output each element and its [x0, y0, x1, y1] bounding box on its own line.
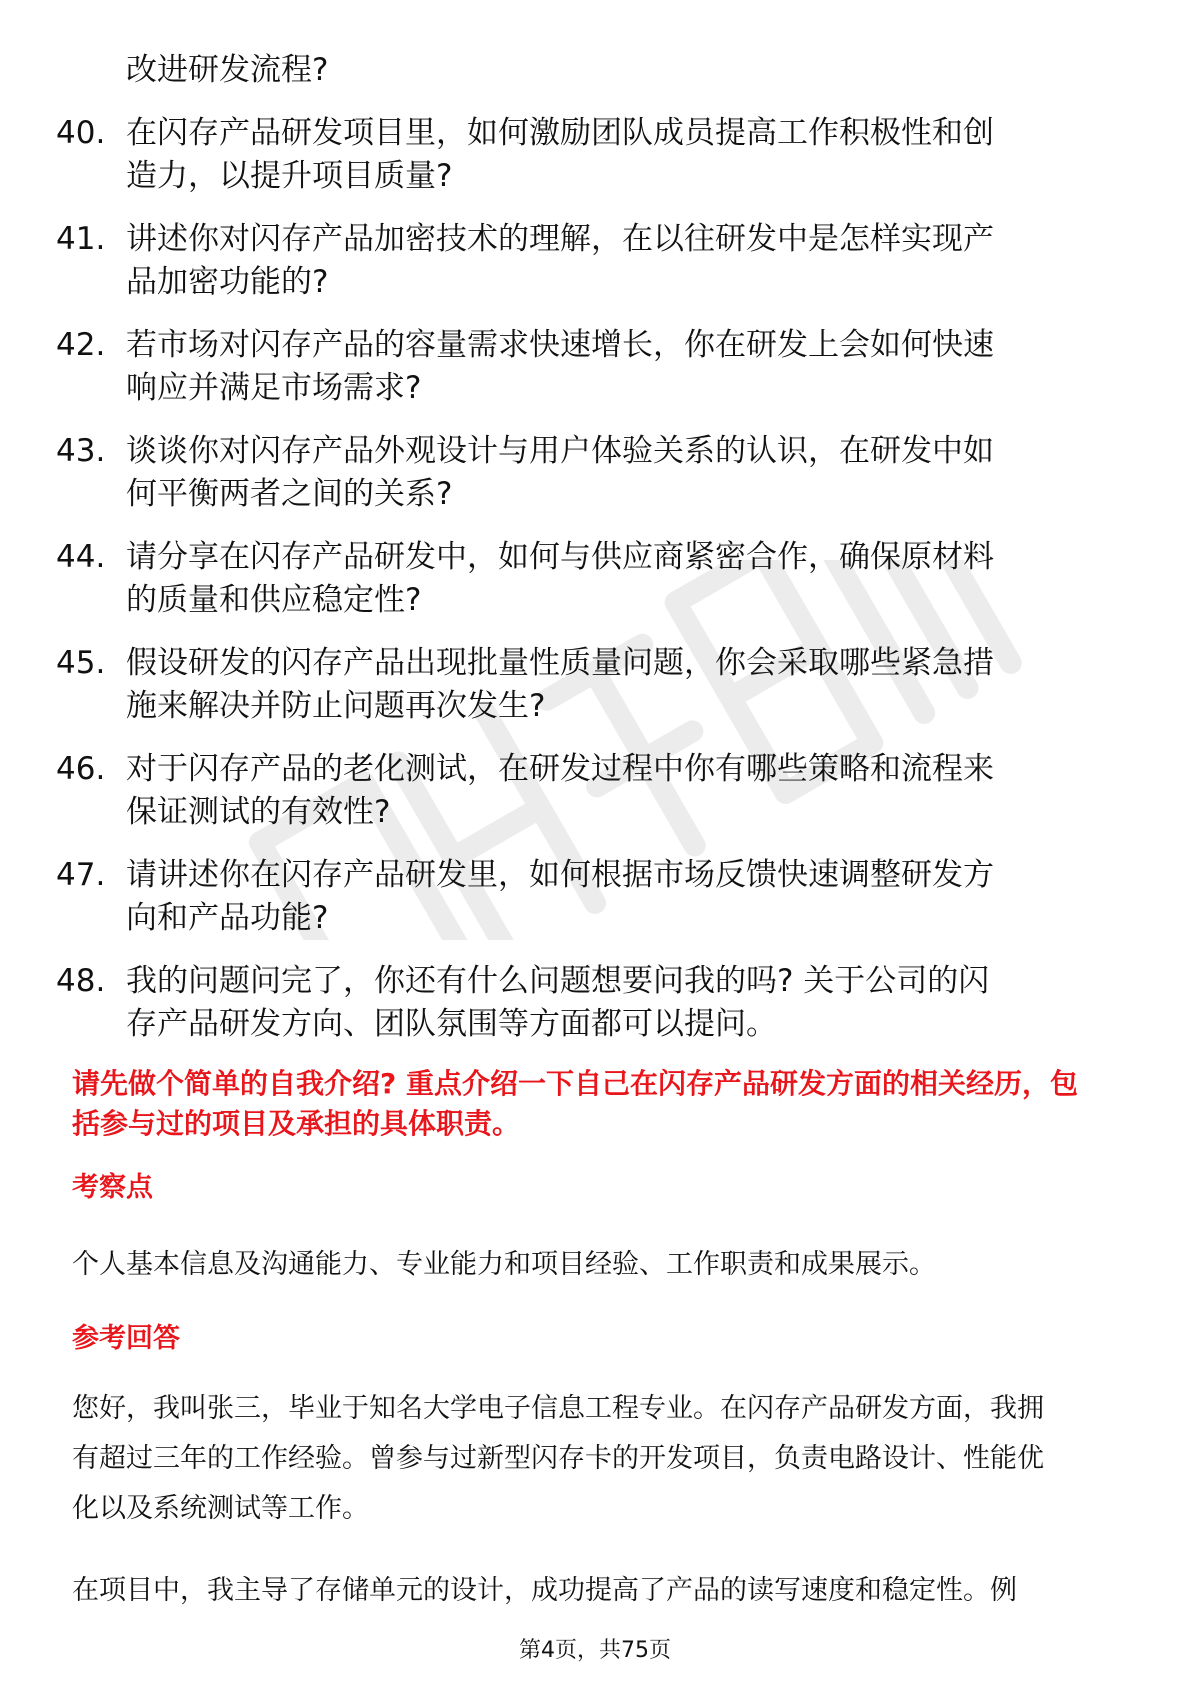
question-continuation: 改进研发流程? [126, 52, 329, 88]
question-line: 响应并满足市场需求? [126, 370, 422, 406]
question-text [126, 642, 1136, 728]
question-line: 品加密功能的? [126, 264, 329, 300]
question-text [126, 112, 1136, 198]
question-text [126, 536, 1136, 622]
question-line: 何平衡两者之间的关系? [126, 476, 453, 512]
question-line: 请分享在闪存产品研发中，如何与供应商紧密合作，确保原材料 [126, 539, 994, 575]
question-number: 41. [56, 221, 106, 257]
question-line: 请讲述你在闪存产品研发里，如何根据市场反馈快速调整研发方 [126, 857, 994, 893]
question-number: 43. [56, 433, 106, 469]
question-number: 48. [56, 963, 106, 999]
answer-line: 化以及系统测试等工作。 [72, 1493, 369, 1524]
question-line: 对于闪存产品的老化测试，在研发过程中你有哪些策略和流程来 [126, 751, 994, 787]
question-line: 在闪存产品研发项目里，如何激励团队成员提高工作积极性和创 [126, 115, 994, 151]
question-item [0, 218, 1190, 324]
question-text [126, 748, 1136, 834]
question-line: 假设研发的闪存产品出现批量性质量问题，你会采取哪些紧急措 [126, 645, 994, 681]
focus-section-title: 考察点 [72, 1172, 153, 1203]
question-line: 向和产品功能? [126, 900, 329, 936]
question-text [126, 324, 1136, 410]
question-line: 的质量和供应稳定性? [126, 582, 422, 618]
question-number: 40. [56, 115, 106, 151]
focus-section-text [72, 1240, 936, 1290]
featured-question [72, 1064, 1132, 1144]
question-line: 保证测试的有效性? [126, 794, 391, 830]
answer-paragraph-1 [72, 1384, 1044, 1534]
question-text [126, 218, 1136, 304]
question-line: 造力，以提升项目质量? [126, 158, 453, 194]
question-item [0, 960, 1190, 1066]
question-line: 存产品研发方向、团队氛围等方面都可以提问。 [126, 1006, 777, 1042]
answer-line: 有超过三年的工作经验。曾参与过新型闪存卡的开发项目，负责电路设计、性能优 [72, 1443, 1044, 1474]
question-line: 我的问题问完了，你还有什么问题想要问我的吗? 关于公司的闪 [126, 963, 990, 999]
question-number: 47. [56, 857, 106, 893]
answer-line: 在项目中，我主导了存储单元的设计，成功提高了产品的读写速度和稳定性。例 [72, 1575, 1017, 1606]
question-line: 若市场对闪存产品的容量需求快速增长，你在研发上会如何快速 [126, 327, 994, 363]
featured-question-line: 括参与过的项目及承担的具体职责。 [72, 1107, 521, 1140]
question-text [126, 430, 1136, 516]
answer-line: 您好，我叫张三，毕业于知名大学电子信息工程专业。在闪存产品研发方面，我拥 [72, 1393, 1044, 1424]
question-text [126, 854, 1136, 940]
question-number: 42. [56, 327, 106, 363]
featured-question-line: 请先做个简单的自我介绍? 重点介绍一下自己在闪存产品研发方面的相关经历，包 [72, 1067, 1078, 1100]
question-line: 施来解决并防止问题再次发生? [126, 688, 546, 724]
question-item [0, 430, 1190, 536]
question-number: 46. [56, 751, 106, 787]
question-item [0, 748, 1190, 854]
question-item [0, 854, 1190, 960]
question-line: 讲述你对闪存产品加密技术的理解，在以往研发中是怎样实现产 [126, 221, 994, 257]
question-number: 45. [56, 645, 106, 681]
question-list [0, 112, 1190, 1066]
question-line: 谈谈你对闪存产品外观设计与用户体验关系的认识，在研发中如 [126, 433, 994, 469]
page-footer: 第4页，共75页 [519, 1638, 671, 1663]
question-number: 44. [56, 539, 106, 575]
focus-text-line: 个人基本信息及沟通能力、专业能力和项目经验、工作职责和成果展示。 [72, 1249, 936, 1280]
question-item [0, 642, 1190, 748]
question-item [0, 112, 1190, 218]
answer-paragraph-2 [72, 1566, 1017, 1616]
question-text [126, 960, 1136, 1046]
question-item [0, 536, 1190, 642]
question-item [0, 324, 1190, 430]
answer-section-title: 参考回答 [72, 1323, 180, 1354]
